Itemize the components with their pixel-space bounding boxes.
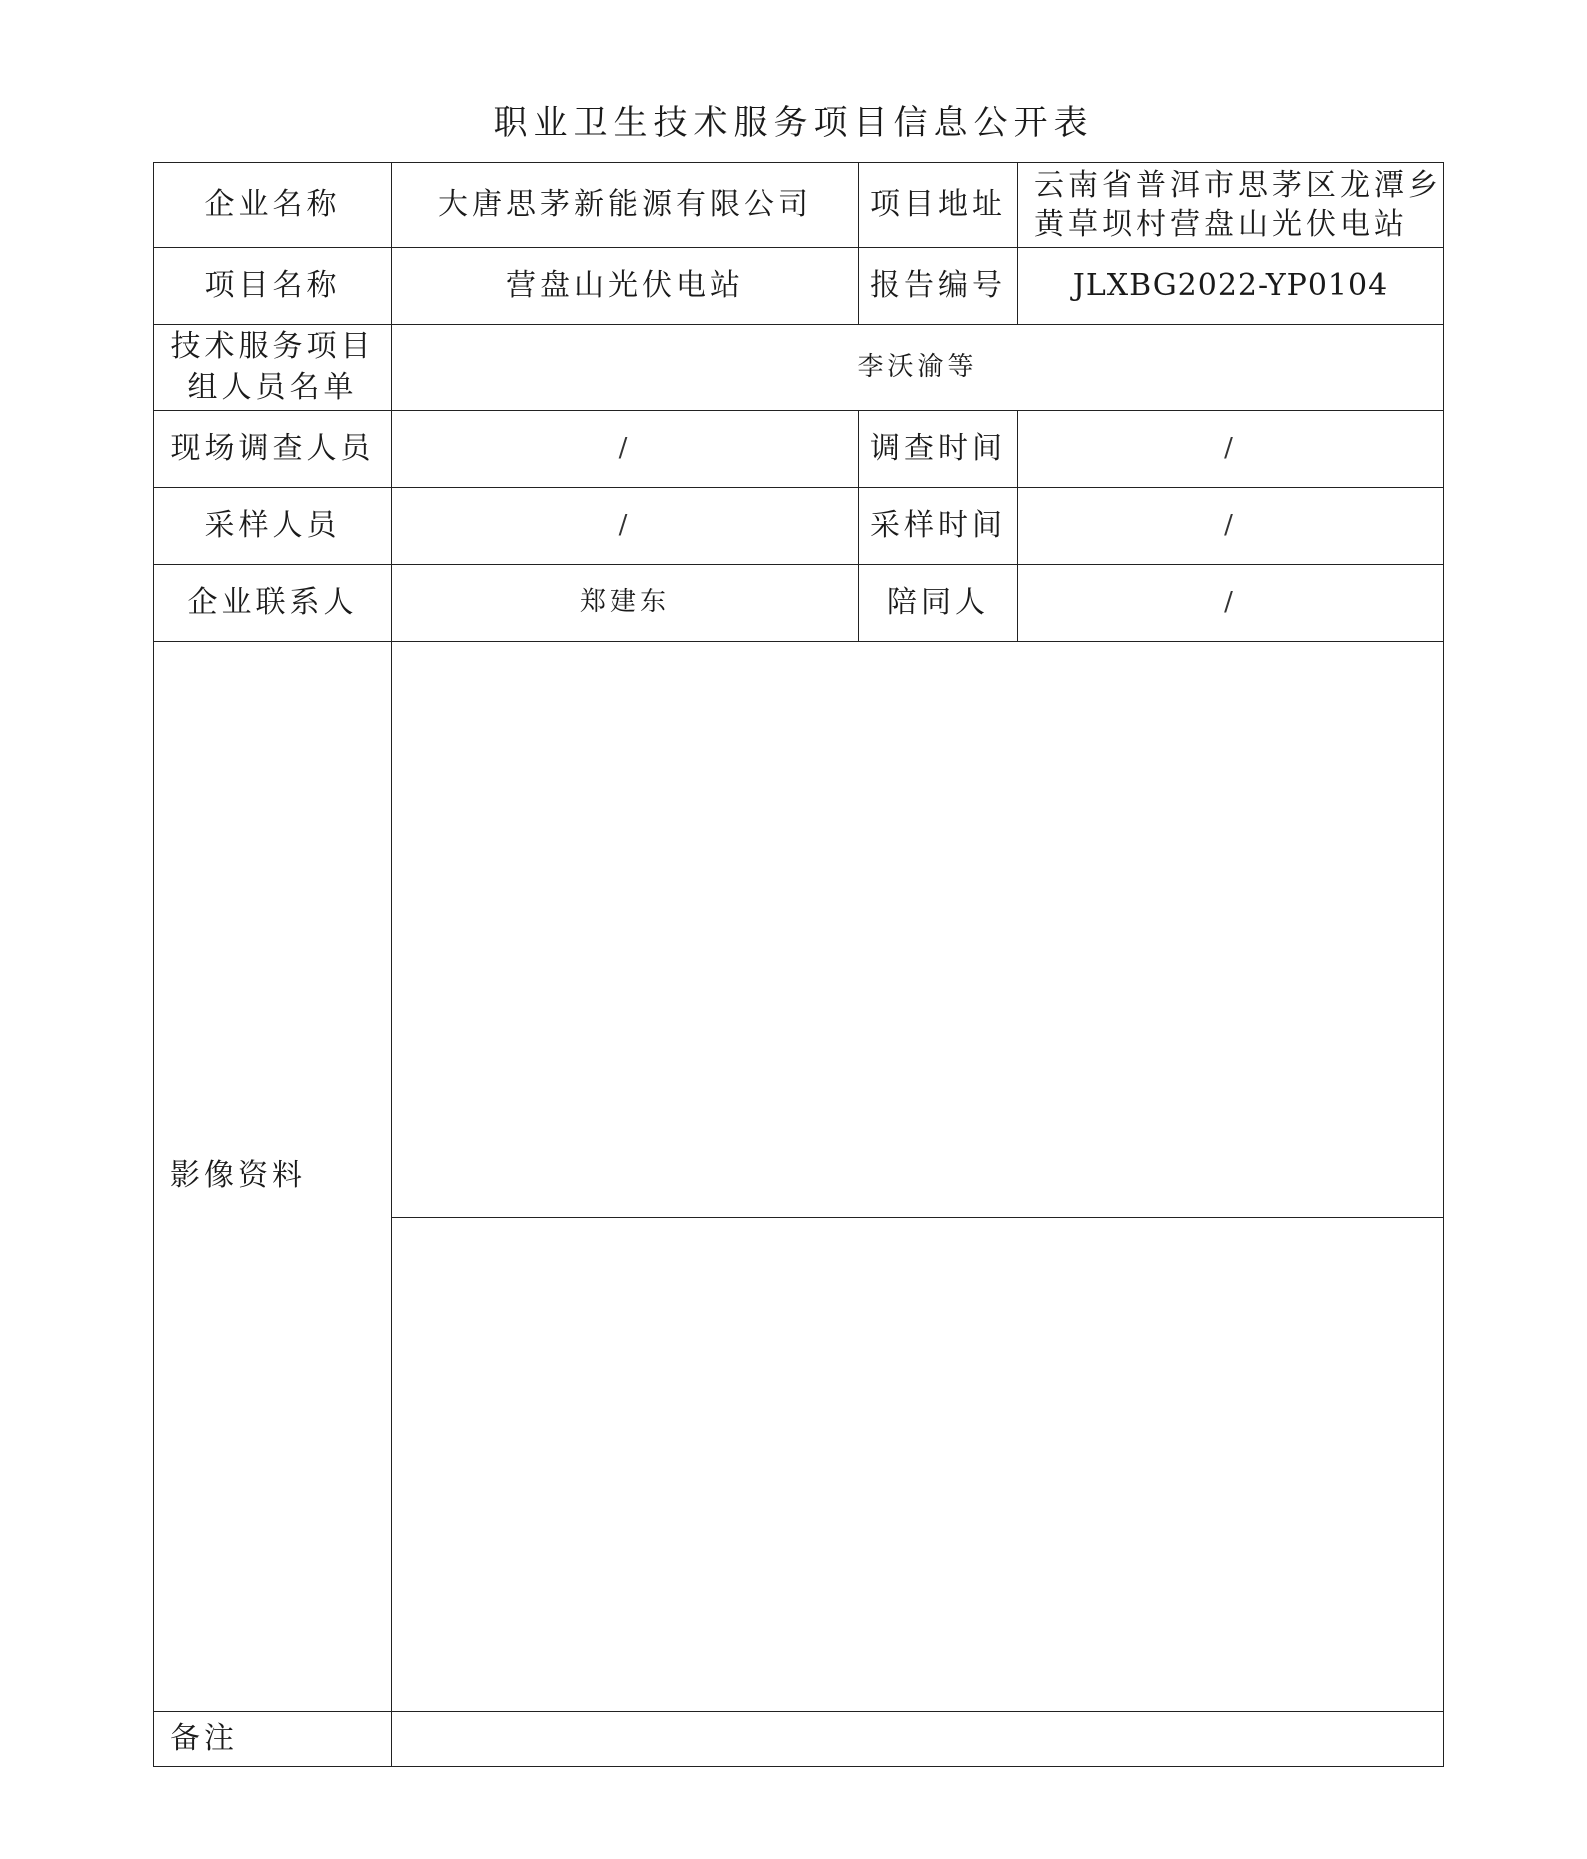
remarks-label: 备注 <box>154 1712 392 1767</box>
report-number-label: 报告编号 <box>859 248 1018 325</box>
report-number-value: JLXBG2022-YP0104 <box>1018 248 1444 325</box>
table-row <box>154 642 1444 1218</box>
table-row <box>154 325 1444 411</box>
survey-staff-label: 现场调查人员 <box>154 411 392 488</box>
company-contact-value: 郑建东 <box>392 565 859 642</box>
escort-value: / <box>1018 565 1444 642</box>
image-slot-top <box>392 642 1444 1218</box>
table-row <box>154 163 1444 248</box>
images-label: 影像资料 <box>154 642 392 1712</box>
sampling-time-value: / <box>1018 488 1444 565</box>
company-name-label: 企业名称 <box>154 163 392 248</box>
team-list-label: 技术服务项目组人员名单 <box>154 325 392 411</box>
project-name-value: 营盘山光伏电站 <box>392 248 859 325</box>
table-row <box>154 411 1444 488</box>
project-address-label: 项目地址 <box>859 163 1018 248</box>
survey-staff-value: / <box>392 411 859 488</box>
table-row <box>154 1712 1444 1767</box>
project-name-label: 项目名称 <box>154 248 392 325</box>
company-name-value: 大唐思茅新能源有限公司 <box>392 163 859 248</box>
sampling-staff-label: 采样人员 <box>154 488 392 565</box>
table-row <box>154 488 1444 565</box>
sampling-staff-value: / <box>392 488 859 565</box>
remarks-value <box>392 1712 1444 1767</box>
sampling-time-label: 采样时间 <box>859 488 1018 565</box>
info-table <box>153 162 1444 1767</box>
table-row <box>154 565 1444 642</box>
image-slot-bottom <box>392 1218 1444 1712</box>
survey-time-value: / <box>1018 411 1444 488</box>
page-title: 职业卫生技术服务项目信息公开表 <box>493 103 1094 143</box>
escort-label: 陪同人 <box>859 565 1018 642</box>
project-address-value: 云南省普洱市思茅区龙潭乡黄草坝村营盘山光伏电站 <box>1018 163 1444 248</box>
team-list-value: 李沃渝等 <box>392 325 1444 411</box>
survey-time-label: 调查时间 <box>859 411 1018 488</box>
table-row <box>154 248 1444 325</box>
company-contact-label: 企业联系人 <box>154 565 392 642</box>
